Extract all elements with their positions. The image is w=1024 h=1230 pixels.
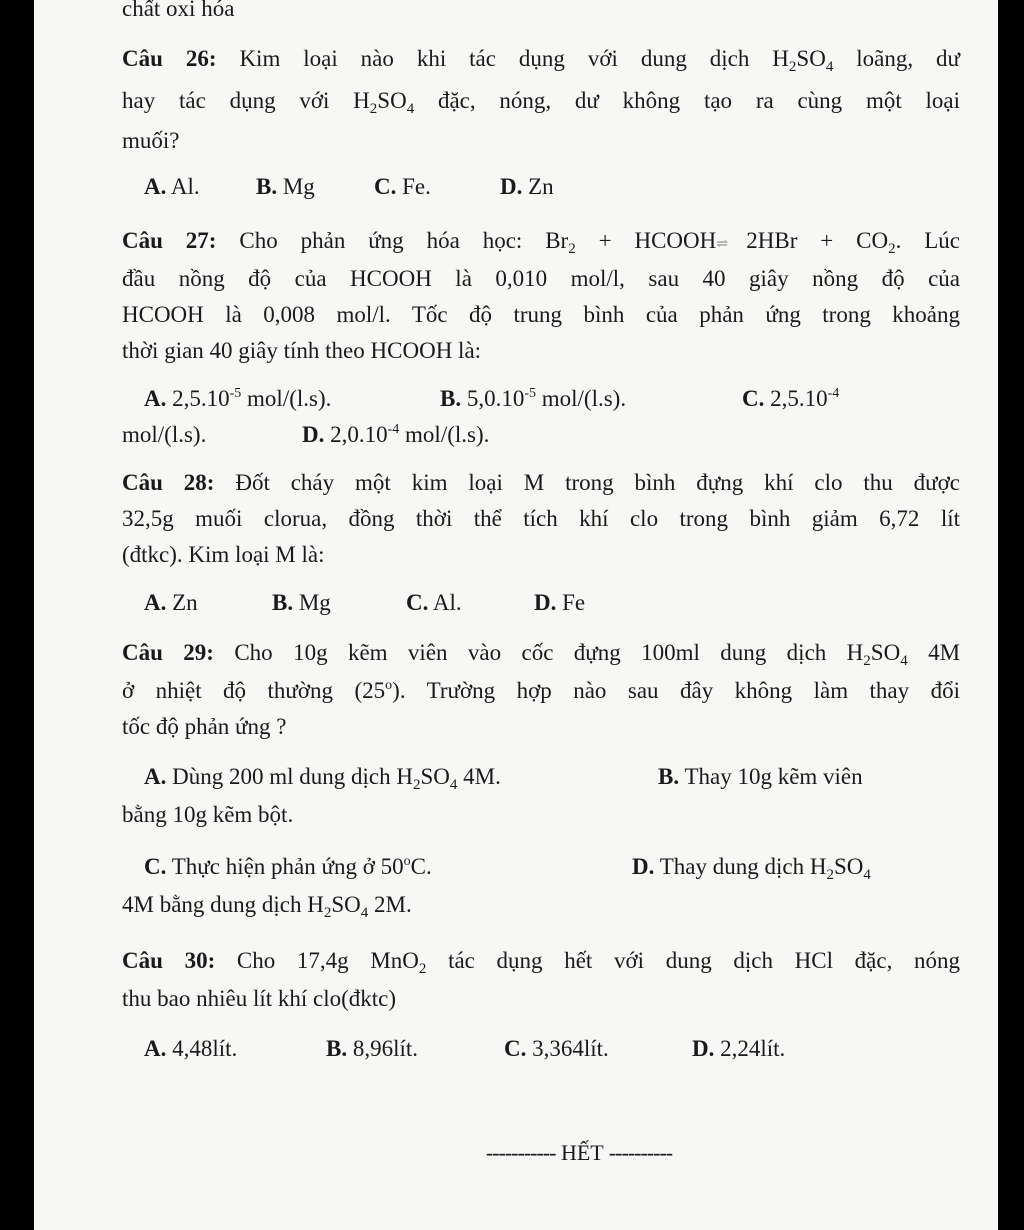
q26-option-b: B. Mg [256, 174, 315, 199]
q28-option-b: B. Mg [272, 590, 331, 615]
q28-option-d: D. Fe [534, 590, 586, 615]
q28-line-1: Câu 28: Đốt cháy một kim loại M trong bình đựng khí clo thu được [122, 470, 961, 495]
q29-line-2: ở nhiệt độ thường (25$^o$). Trường hợp nào sau đây không làm thay đổi [122, 678, 960, 703]
q27-option-b: B. $5,0.10^{-5}$ mol/(l.s). [440, 386, 627, 411]
top-fragment: chất oxi hóa [122, 0, 235, 21]
end-marker: ----------- HẾT ---------- [485, 1140, 673, 1165]
q30-option-b: B. 8,96lít. [326, 1036, 419, 1061]
q30-line-1: Câu 30: Cho 17,4g MnO$_2$ tác dụng hết với dung dịch HCl đặc, nóng [122, 948, 960, 977]
q30-option-d: D. 2,24lít. [692, 1036, 786, 1061]
q30-number: Câu 30: [122, 948, 216, 973]
q29-option-d: D. Thay dung dịch $H_2SO_4$ [632, 854, 871, 883]
exam-page [34, 0, 998, 1230]
q27-option-a: A. $2,5.10^{-5}$ mol/(l.s). [144, 386, 332, 411]
q28-line-3: (đtkc). Kim loại M là: [122, 542, 325, 567]
q29-line-1: Câu 29: Cho 10g kẽm viên vào cốc đựng 100ml dung dịch $H_2SO_4$ 4M [122, 640, 961, 669]
q28-number: Câu 28: [122, 470, 215, 495]
q29-option-d-cont: 4M bằng dung dịch $H_2SO_4$ 2M. [122, 892, 412, 921]
q27-option-d: D. $2,0.10^{-4}$ mol/(l.s). [302, 422, 490, 447]
reaction-arrow-icon: ⇌ [716, 237, 728, 252]
q27-option-c-unit: mol/(l.s). [122, 422, 207, 447]
q29-line-3: tốc độ phản ứng ? [122, 714, 287, 739]
q26-option-c: C. Fe. [374, 174, 431, 199]
q29-option-b-cont: bằng 10g kẽm bột. [122, 802, 294, 827]
q26-option-d: D. Zn [500, 174, 554, 199]
q27-number: Câu 27: [122, 228, 217, 253]
q27-line-1: Câu 27: Cho phản ứng hóa học: $Br_2$ + HCOOH⇌ $2HBr + CO_2$. Lúc [122, 226, 960, 260]
end-label: HẾT [560, 1140, 604, 1165]
q30-option-c: C. 3,364lít. [504, 1036, 609, 1061]
q26-line-3: muối? [122, 128, 180, 153]
q29-option-c: C. Thực hiện phản ứng ở 50$^o$C. [144, 854, 432, 879]
q28-option-a: A. Zn [144, 590, 198, 615]
q28-line-2: 32,5g muối clorua, đồng thời thể tích khí clo trong bình giảm 6,72 lít [122, 506, 960, 531]
q29-option-a: A. Dùng 200 ml dung dịch $H_2SO_4$ 4M. [144, 764, 501, 793]
q30-option-a: A. 4,48lít. [144, 1036, 238, 1061]
q27-option-c: C. $2,5.10^{-4}$ [742, 386, 840, 411]
q28-option-c: C. Al. [406, 590, 462, 615]
q27-line-3: HCOOH là 0,008 mol/l. Tốc độ trung bình của phản ứng trong khoảng [122, 302, 960, 327]
q27-line-2: đầu nồng độ của HCOOH là 0,010 mol/l, sau 40 giây nồng độ của [122, 266, 960, 291]
q26-line-1: Câu 26: Kim loại nào khi tác dụng với dung dịch $H_2SO_4$ loãng, dư [122, 46, 960, 75]
q30-line-2: thu bao nhiêu lít khí clo(đktc) [122, 986, 397, 1011]
q27-line-4: thời gian 40 giây tính theo HCOOH là: [122, 338, 482, 363]
q29-number: Câu 29: [122, 640, 214, 665]
q26-number: Câu 26: [122, 46, 217, 71]
q26-option-a: A. Al. [144, 174, 200, 199]
q26-line-2: hay tác dụng với $H_2SO_4$ đặc, nóng, dư không tạo ra cùng một loại [122, 88, 960, 117]
q29-option-b: B. Thay 10g kẽm viên [658, 764, 863, 789]
